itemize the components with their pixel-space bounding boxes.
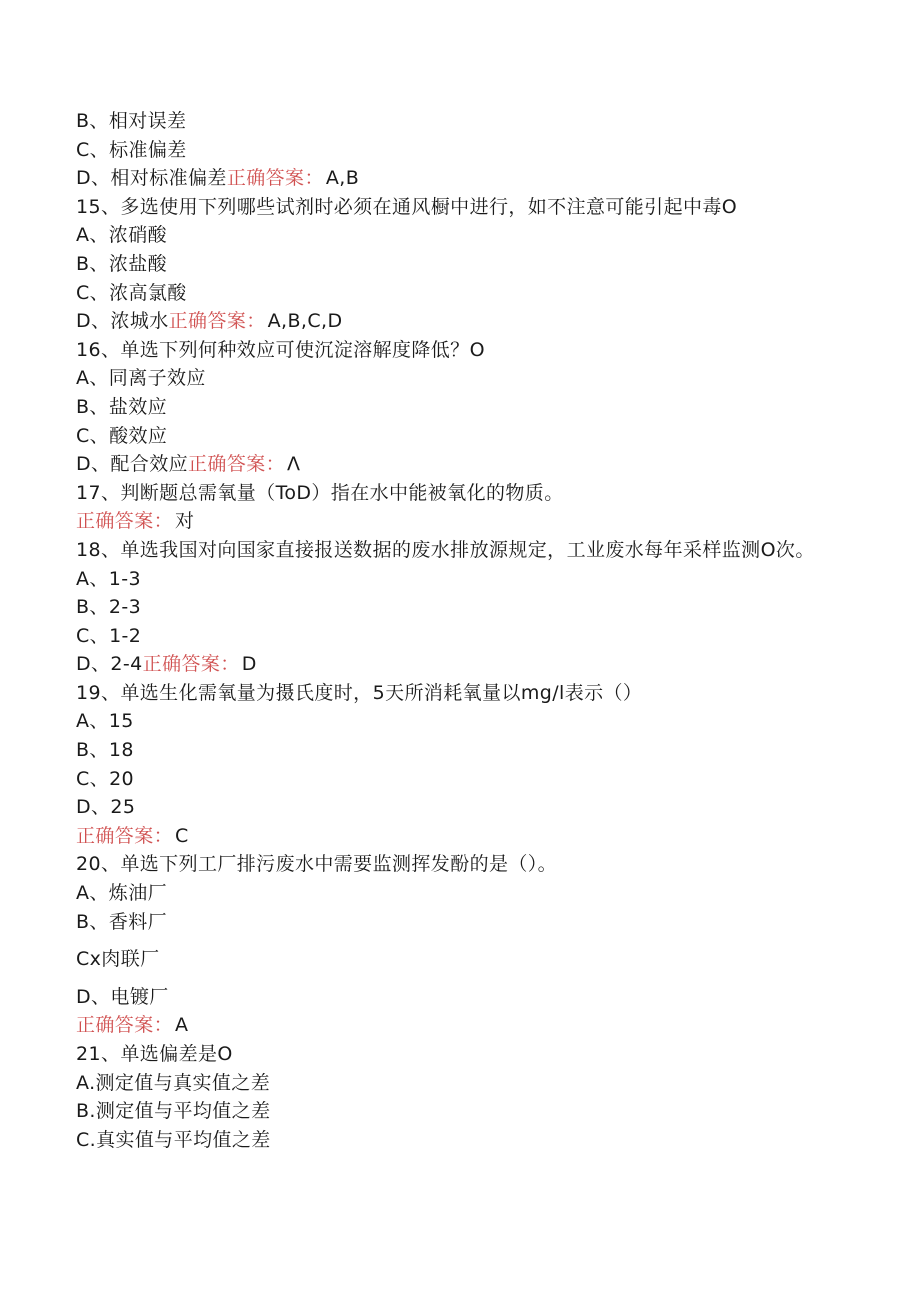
question-20 bbox=[76, 850, 816, 879]
question-text: 21、单选偏差是O bbox=[76, 1043, 233, 1065]
option-text: D、相对标准偏差 bbox=[76, 167, 227, 190]
question-18 bbox=[76, 536, 816, 565]
option-text: D、2-4 bbox=[76, 653, 143, 676]
option-b-q20 bbox=[76, 908, 816, 937]
option-d-q14 bbox=[76, 164, 816, 193]
option-c-q14 bbox=[76, 136, 816, 165]
answer-label: 正确答案： bbox=[142, 653, 240, 676]
option-text: B、18 bbox=[76, 739, 134, 762]
question-15 bbox=[76, 193, 816, 222]
option-text: C、酸效应 bbox=[76, 424, 168, 447]
option-text: A、同离子效应 bbox=[76, 367, 206, 390]
option-c-q20 bbox=[76, 945, 816, 974]
option-text: B.测定值与平均值之差 bbox=[76, 1100, 271, 1123]
option-text: D、浓城水 bbox=[76, 310, 169, 333]
answer-label: 正确答案： bbox=[76, 1014, 174, 1037]
option-text: D、电镀厂 bbox=[76, 985, 169, 1008]
answer-value: Λ bbox=[287, 453, 301, 476]
option-text: C、标准偏差 bbox=[76, 138, 187, 161]
option-a-q16 bbox=[76, 364, 816, 393]
option-text: B、香料厂 bbox=[76, 910, 168, 933]
option-d-q16 bbox=[76, 450, 816, 479]
option-c-q16 bbox=[76, 422, 816, 451]
answer-label: 正确答案： bbox=[188, 453, 286, 476]
answer-value: 对 bbox=[175, 510, 195, 533]
option-text: B、盐效应 bbox=[76, 395, 168, 418]
option-text: A、1-3 bbox=[76, 567, 142, 590]
option-c-q21 bbox=[76, 1126, 816, 1155]
option-text: A、浓硝酸 bbox=[76, 224, 167, 247]
option-text: C、浓高氯酸 bbox=[76, 281, 187, 304]
option-text: B、相对误差 bbox=[76, 110, 187, 132]
answer-q19 bbox=[76, 822, 816, 851]
option-text: A.测定值与真实值之差 bbox=[76, 1071, 271, 1094]
option-a-q21 bbox=[76, 1069, 816, 1098]
question-text: 15、多选使用下列哪些试剂时必须在通风橱中进行，如不注意可能引起中毒O bbox=[76, 195, 738, 218]
option-c-q18 bbox=[76, 622, 816, 651]
option-text: D、配合效应 bbox=[76, 453, 189, 476]
answer-q17 bbox=[76, 507, 816, 536]
option-c-q19 bbox=[76, 765, 816, 794]
question-text: 17、判断题总需氧量（ToD）指在水中能被氧化的物质。 bbox=[76, 481, 564, 504]
question-list bbox=[76, 107, 816, 1154]
option-text: C、20 bbox=[76, 767, 135, 790]
option-text: Cx肉联厂 bbox=[76, 948, 160, 971]
option-text: D、25 bbox=[76, 796, 136, 819]
option-a-q15 bbox=[76, 221, 816, 250]
question-text: 20、单选下列工厂排污废水中需要监测挥发酚的是（）。 bbox=[76, 853, 558, 876]
answer-value: C bbox=[175, 824, 189, 847]
option-b-q16 bbox=[76, 393, 816, 422]
option-text: B、浓盐酸 bbox=[76, 252, 168, 275]
option-d-q19 bbox=[76, 793, 816, 822]
option-b-q18 bbox=[76, 593, 816, 622]
option-a-q19 bbox=[76, 707, 816, 736]
option-d-q15 bbox=[76, 307, 816, 336]
question-text: 16、单选下列何种效应可使沉淀溶解度降低？O bbox=[76, 338, 485, 361]
option-text: B、2-3 bbox=[76, 596, 142, 619]
question-text: 19、单选生化需氧量为摄氏度时，5天所消耗氧量以mg/l表示（） bbox=[76, 681, 643, 704]
answer-label: 正确答案： bbox=[76, 824, 174, 847]
answer-value: A,B bbox=[325, 167, 360, 190]
question-16 bbox=[76, 336, 816, 365]
answer-value: D bbox=[241, 653, 257, 676]
option-a-q18 bbox=[76, 565, 816, 594]
option-d-q18 bbox=[76, 650, 816, 679]
option-b-q19 bbox=[76, 736, 816, 765]
question-21 bbox=[76, 1040, 816, 1069]
answer-label: 正确答案： bbox=[226, 167, 324, 190]
option-b-q15 bbox=[76, 250, 816, 279]
option-b-q14 bbox=[76, 107, 816, 136]
answer-value: A,B,C,D bbox=[267, 310, 343, 333]
option-d-q20 bbox=[76, 983, 816, 1012]
question-17 bbox=[76, 479, 816, 508]
option-b-q21 bbox=[76, 1097, 816, 1126]
answer-q20 bbox=[76, 1011, 816, 1040]
option-text: C、1-2 bbox=[76, 624, 142, 647]
option-text: A、15 bbox=[76, 710, 134, 733]
option-text: A、炼油厂 bbox=[76, 882, 167, 905]
answer-value: A bbox=[175, 1014, 189, 1037]
option-a-q20 bbox=[76, 879, 816, 908]
question-19 bbox=[76, 679, 816, 708]
answer-label: 正确答案： bbox=[76, 510, 174, 533]
answer-label: 正确答案： bbox=[168, 310, 266, 333]
question-text: 18、单选我国对向国家直接报送数据的废水排放源规定，工业废水每年采样监测O次。 bbox=[76, 538, 815, 561]
option-text: C.真实值与平均值之差 bbox=[76, 1128, 271, 1151]
option-c-q15 bbox=[76, 279, 816, 308]
